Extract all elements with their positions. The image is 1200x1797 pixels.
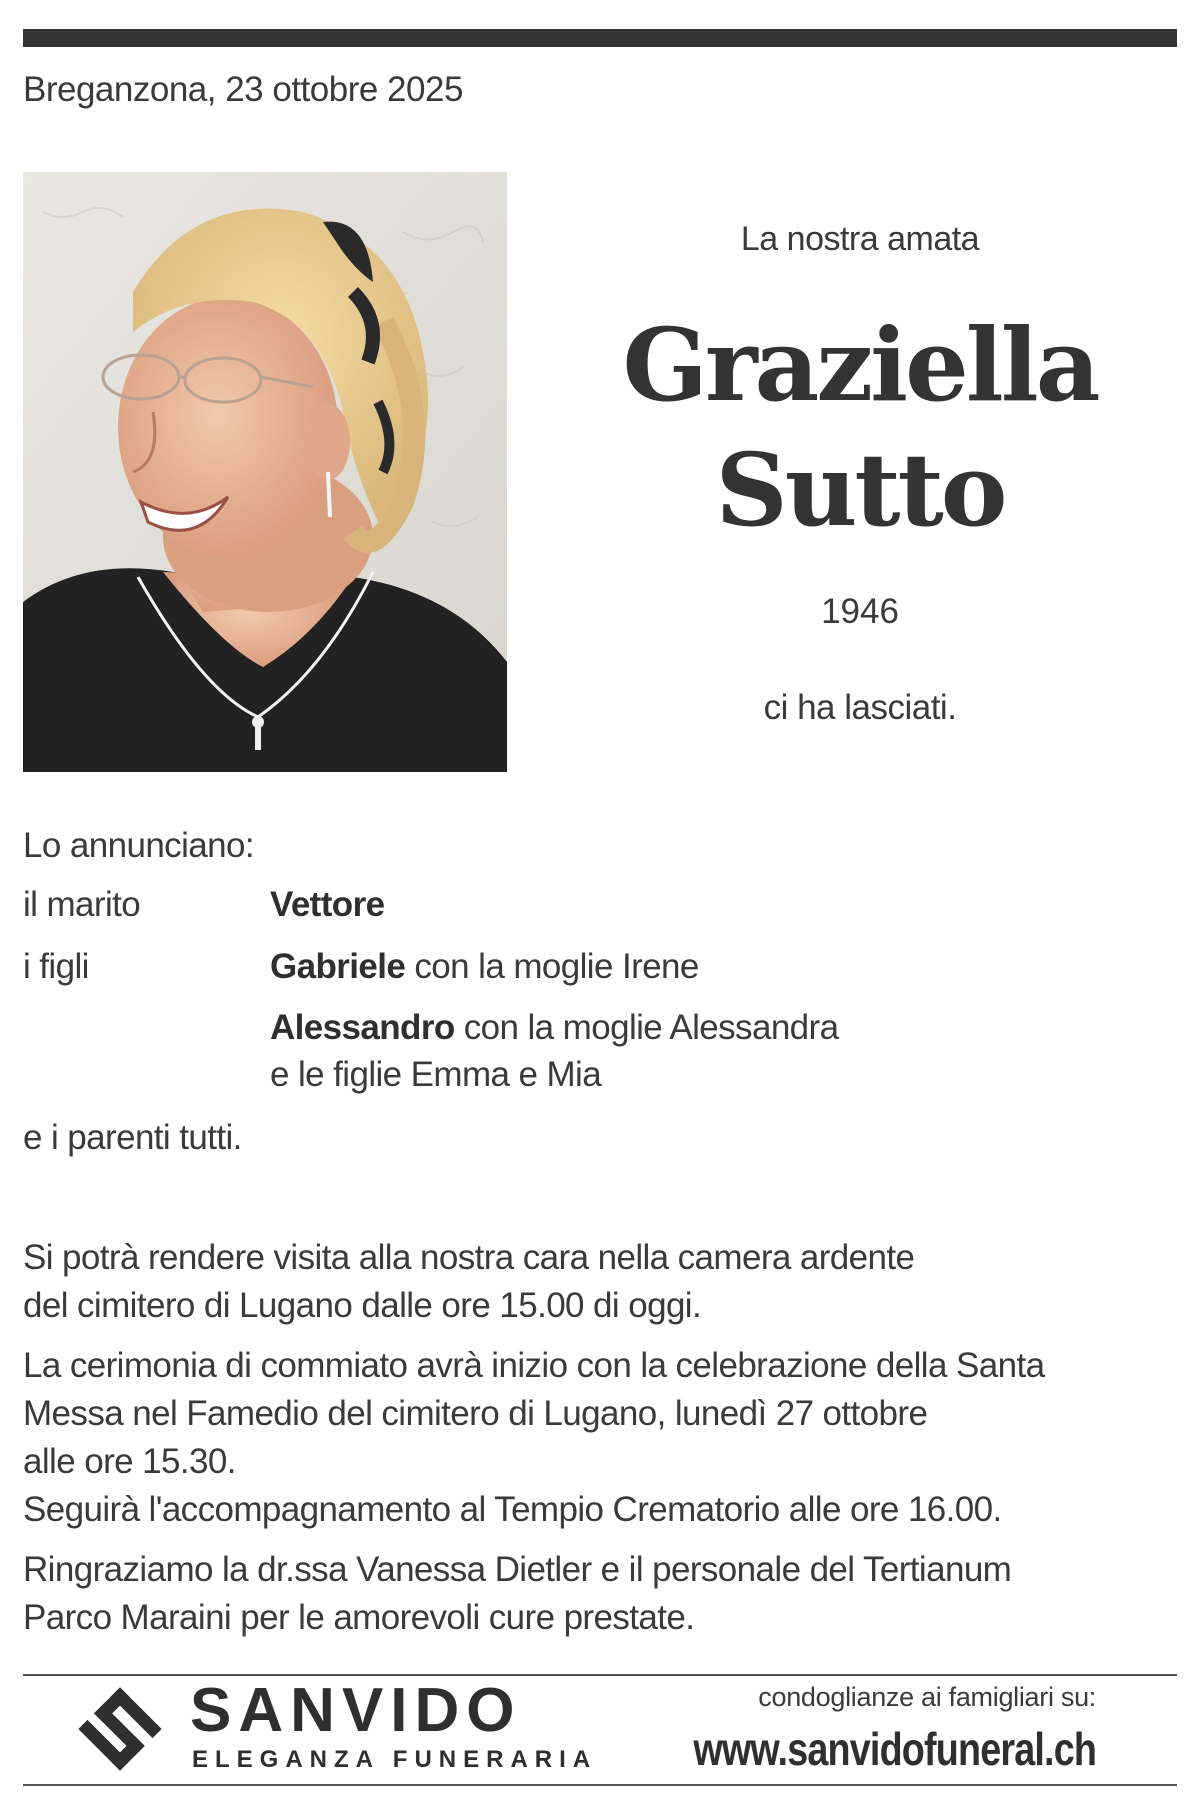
husband-label: il marito [23,885,141,924]
ceremony-line-1: La cerimonia di commiato avrà inizio con la celebrazione della Santa [23,1346,1045,1385]
child-2-spouse: con la moglie Alessandra [463,1008,839,1047]
visit-line-1: Si potrà rendere visita alla nostra cara nella camera ardente [23,1238,915,1277]
husband-name: Vettore [270,885,385,924]
portrait-photo [23,172,507,772]
ceremony-line-2: Messa nel Famedio del cimitero di Lugano, lunedì 27 ottobre [23,1394,928,1433]
deceased-first-name: Graziella [622,306,1098,424]
condolences-text: condoglianze ai famigliari su: [758,1682,1096,1712]
family-heading: Lo annunciano: [23,826,254,865]
brand-name: SANVIDO [190,1676,522,1745]
child-2-name: Alessandro [270,1008,455,1047]
thanks-line-1: Ringraziamo la dr.ssa Vanessa Dietler e il personale del Tertianum [23,1550,1012,1589]
passed-away-text: ci ha lasciati. [763,688,957,727]
sanvido-logo-icon [74,1683,166,1775]
relatives-text: e i parenti tutti. [23,1118,242,1157]
website-link[interactable]: www.sanvidofuneral.ch [693,1723,1096,1775]
ceremony-line-4: Seguirà l'accompagnamento al Tempio Crematorio alle ore 16.00. [23,1490,1002,1529]
visit-line-2: del cimitero di Lugano dalle ore 15.00 di oggi. [23,1286,702,1325]
top-divider-bar [23,29,1177,47]
child-2-daughters: e le figlie Emma e Mia [270,1055,602,1094]
child-1-name: Gabriele [270,947,406,986]
place-date: Breganzona, 23 ottobre 2025 [23,70,463,109]
birth-year: 1946 [821,592,899,631]
children-label: i figli [23,947,89,986]
footer-bottom-rule [23,1784,1177,1786]
intro-text: La nostra amata [740,220,980,258]
thanks-line-2: Parco Maraini per le amorevoli cure prestate. [23,1598,695,1637]
deceased-last-name: Sutto [715,431,1005,549]
child-2 [270,1008,838,1048]
child-1 [270,947,699,987]
ceremony-line-3: alle ore 15.30. [23,1442,236,1481]
brand-tagline: ELEGANZA FUNERARIA [192,1746,598,1773]
child-1-spouse: con la moglie Irene [414,947,699,986]
